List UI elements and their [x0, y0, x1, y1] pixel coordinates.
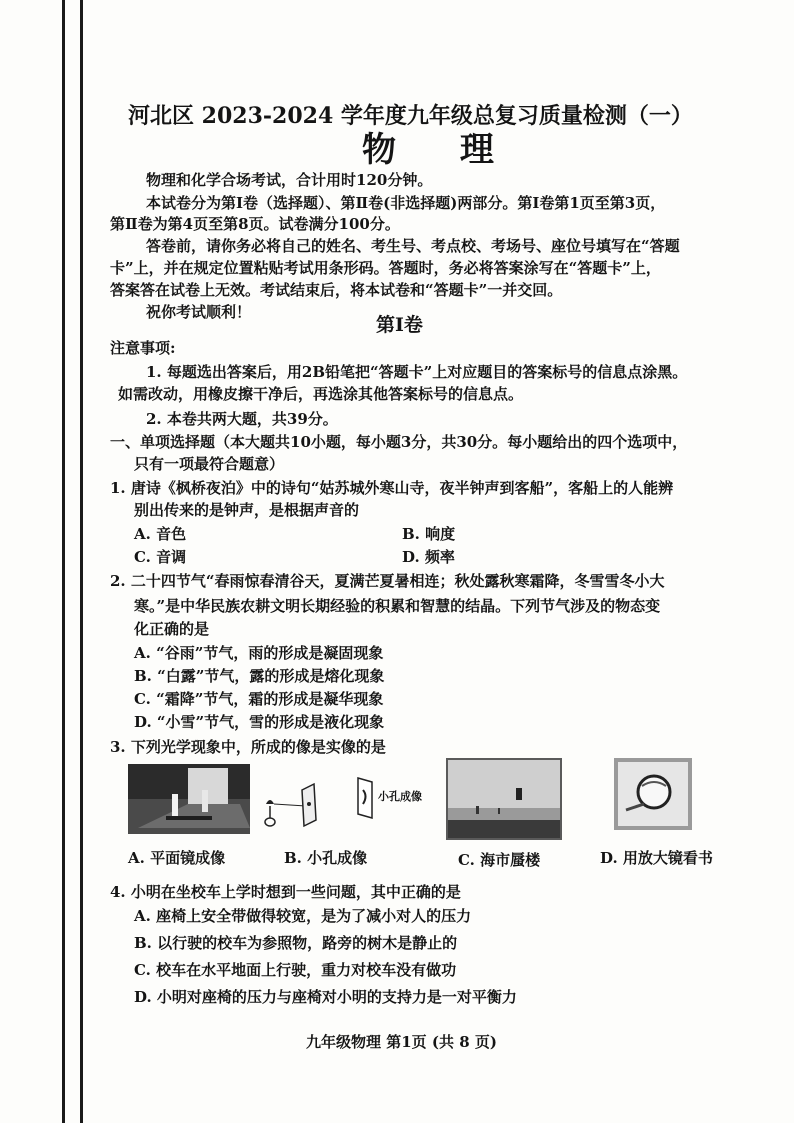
intro-line: 第Ⅱ卷为第4页至第8页。试卷满分100分。	[110, 215, 400, 233]
page-footer: 九年级物理 第1页 (共 8 页)	[306, 1033, 497, 1051]
mirror-image-photo	[128, 764, 250, 834]
intro-line: 卡”上，并在规定位置粘贴考试用条形码。答题时，务必将答案涂写在“答题卡”上，	[110, 259, 661, 277]
question-3-stem: 3. 下列光学现象中，所成的像是实像的是	[110, 738, 386, 756]
option-a: A. 座椅上安全带做得较宽，是为了减小对人的压力	[134, 907, 472, 925]
intro-line: 答卷前，请你务必将自己的姓名、考生号、考点校、考场号、座位号填写在“答题	[146, 237, 680, 255]
question-1-stem: 1. 唐诗《枫桥夜泊》中的诗句“姑苏城外寒山寺，夜半钟声到客船”，客船上的人能辨	[110, 479, 674, 497]
section-heading: 第Ⅰ卷	[376, 314, 423, 336]
option-c: C. 校车在水平地面上行驶，重力对校车没有做功	[134, 961, 457, 979]
pinhole-caption: 小孔成像	[378, 790, 422, 803]
exam-title: 河北区 2023-2024 学年度九年级总复习质量检测（一）	[128, 103, 693, 129]
question-1-stem: 别出传来的是钟声，是根据声音的	[134, 501, 360, 519]
magnifier-photo	[614, 758, 692, 830]
intro-line: 祝你考试顺利！	[146, 303, 252, 321]
option-b: B. 小孔成像	[284, 849, 368, 867]
option-c: C. 海市蜃楼	[458, 851, 541, 869]
option-d: D. 用放大镜看书	[600, 849, 713, 867]
question-2-stem: 化正确的是	[134, 620, 210, 638]
option-d: D. “小雪”节气，雪的形成是液化现象	[134, 713, 385, 731]
option-d: D. 频率	[402, 548, 455, 566]
part-heading: 只有一项最符合题意）	[134, 455, 285, 473]
option-c: C. “霜降”节气，霜的形成是凝华现象	[134, 690, 384, 708]
notes-label: 注意事项:	[110, 339, 176, 357]
subject-title: 物 理	[362, 130, 520, 170]
binding-line-right	[80, 0, 83, 1123]
note-line: 如需改动，用橡皮擦干净后，再选涂其他答案标号的信息点。	[118, 385, 524, 403]
question-2-stem: 寒。”是中华民族农耕文明长期经验的积累和智慧的结晶。下列节气涉及的物态变	[134, 597, 661, 615]
binding-line-left	[62, 0, 65, 1123]
intro-line: 物理和化学合场考试，合计用时120分钟。	[146, 171, 433, 189]
option-a: A. “谷雨”节气，雨的形成是凝固现象	[134, 644, 384, 662]
part-heading: 一、单项选择题（本大题共10小题，每小题3分，共30分。每小题给出的四个选项中，	[110, 433, 688, 451]
option-c: C. 音调	[134, 548, 187, 566]
option-b: B. 以行驶的校车为参照物，路旁的树木是静止的	[134, 934, 458, 952]
option-d: D. 小明对座椅的压力与座椅对小明的支持力是一对平衡力	[134, 988, 517, 1006]
option-a: A. 音色	[134, 525, 187, 543]
note-line: 1. 每题选出答案后，用2B铅笔把“答题卡”上对应题目的答案标号的信息点涂黑。	[146, 363, 688, 381]
option-b: B. 响度	[402, 525, 456, 543]
mirage-photo	[446, 758, 562, 840]
option-a: A. 平面镜成像	[128, 849, 226, 867]
question-2-stem: 2. 二十四节气“春雨惊春清谷天，夏满芒夏暑相连；秋处露秋寒霜降，冬雪雪冬小大	[110, 572, 665, 590]
pinhole-apparatus-drawing	[262, 782, 326, 832]
question-4-stem: 4. 小明在坐校车上学时想到一些问题，其中正确的是	[110, 883, 461, 901]
note-line: 2. 本卷共两大题，共39分。	[146, 410, 338, 428]
pinhole-screen-drawing	[354, 776, 376, 820]
option-b: B. “白露”节气，露的形成是熔化现象	[134, 667, 385, 685]
intro-line: 本试卷分为第Ⅰ卷（选择题）、第Ⅱ卷(非选择题)两部分。第Ⅰ卷第1页至第3页，	[146, 194, 666, 212]
intro-line: 答案答在试卷上无效。考试结束后，将本试卷和“答题卡”一并交回。	[110, 281, 563, 299]
